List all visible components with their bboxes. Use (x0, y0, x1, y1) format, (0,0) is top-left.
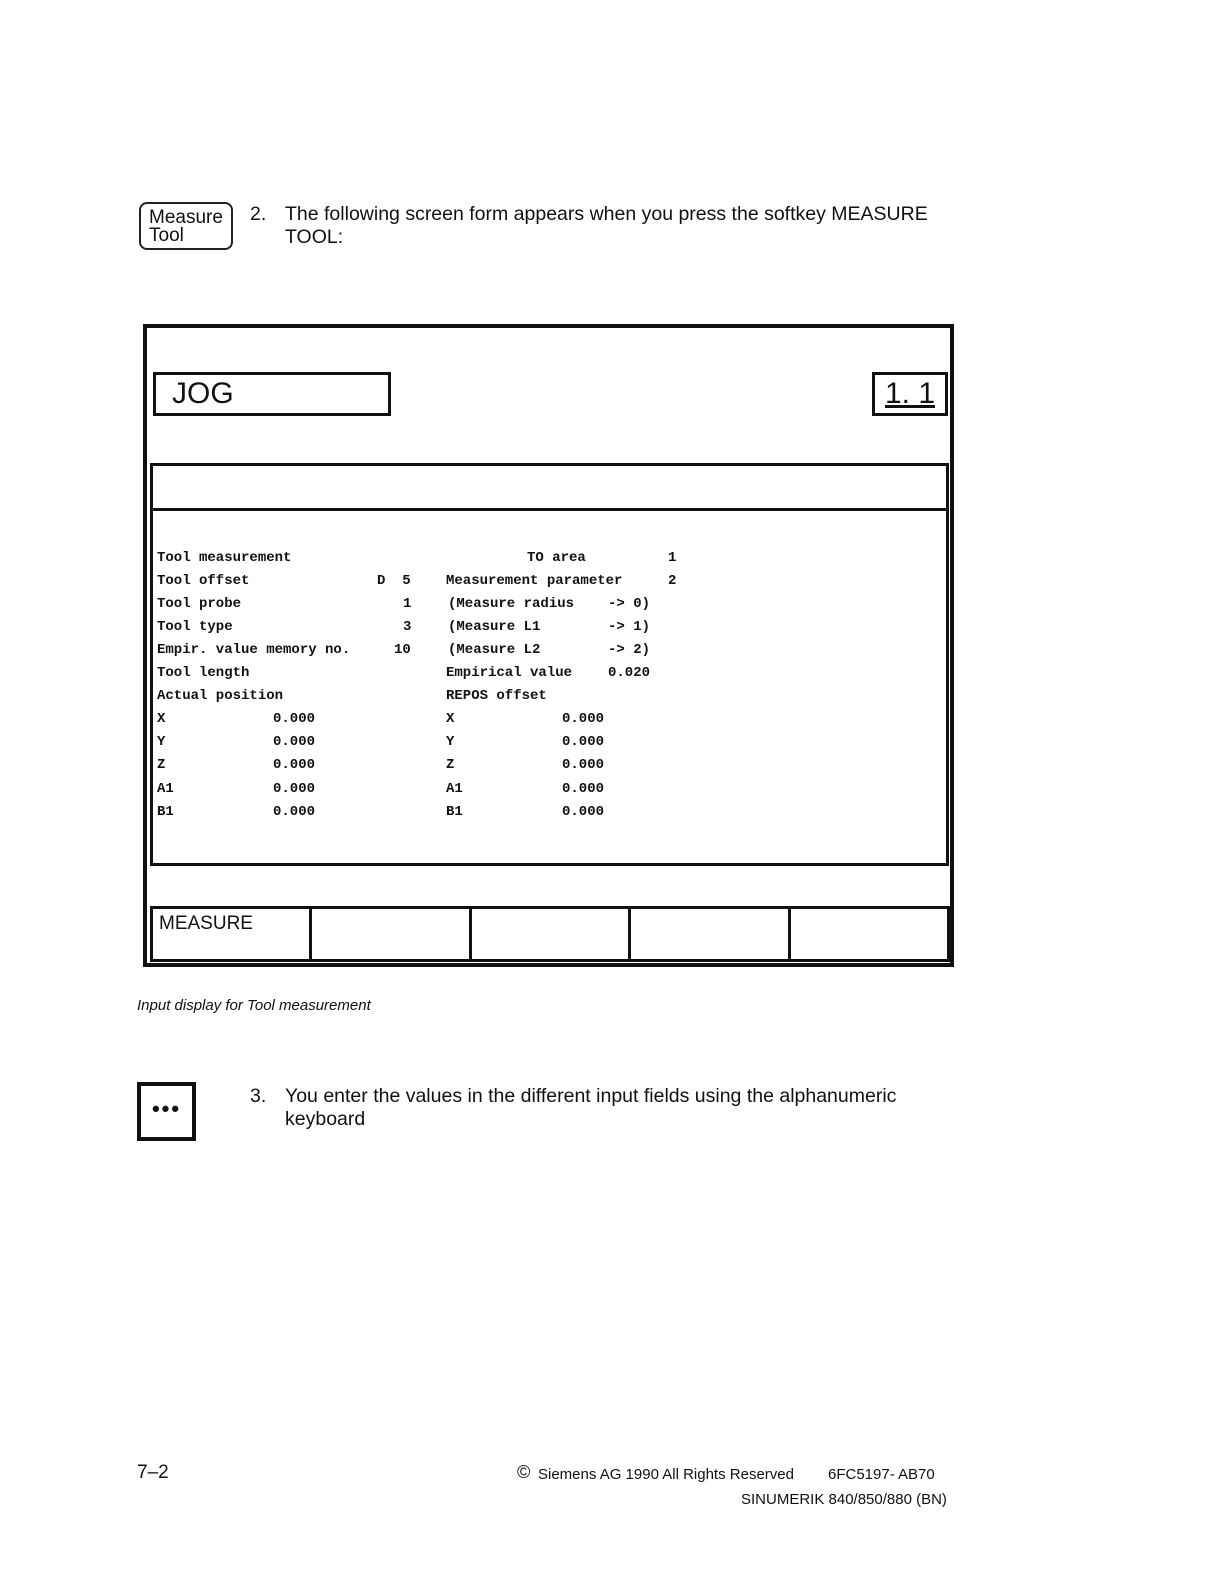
measure-tool-softkey-icon: Measure Tool (139, 202, 233, 250)
softkey-2[interactable] (312, 909, 471, 959)
tool-length-heading: Tool length (157, 665, 250, 681)
product-name: SINUMERIK 840/850/880 (BN) (741, 1491, 947, 1508)
softkey-measure[interactable]: MEASURE (153, 909, 312, 959)
step-3-number: 3. (250, 1085, 267, 1107)
repos-axis-label: X (446, 711, 455, 727)
actual-axis-value: 0.000 (273, 781, 316, 797)
copyright-text: Siemens AG 1990 All Rights Reserved (538, 1466, 794, 1483)
softkey-4[interactable] (631, 909, 790, 959)
repos-offset-heading: REPOS offset (446, 688, 547, 704)
softkey-3[interactable] (472, 909, 631, 959)
tool-offset-field[interactable]: D 5 (377, 573, 411, 589)
repos-axis-value: 0.000 (562, 757, 605, 773)
measurement-parameter-field[interactable]: 2 (668, 573, 677, 589)
actual-axis-label: A1 (157, 781, 174, 797)
repos-axis-value: 0.000 (562, 781, 605, 797)
repos-axis-value: 0.000 (562, 804, 605, 820)
step-3-text: You enter the values in the different input fields using the alphanumeric keyboard (285, 1085, 897, 1130)
order-number: 6FC5197- AB70 (828, 1466, 935, 1483)
repos-axis-label: A1 (446, 781, 463, 797)
tool-measurement-data (150, 508, 949, 866)
option-measure-l1-label: (Measure L1 (448, 619, 541, 635)
option-measure-l2-label: (Measure L2 (448, 642, 541, 658)
step-2 (250, 203, 950, 253)
tool-type-label: Tool type (157, 619, 233, 635)
mode-display: JOG (153, 372, 391, 416)
tool-offset-label: Tool offset (157, 573, 250, 589)
tool-probe-field[interactable]: 1 (403, 596, 412, 612)
copyright-icon: © (517, 1462, 531, 1482)
page-number: 7–2 (137, 1462, 169, 1483)
option-measure-l2-value: -> 2) (608, 642, 651, 658)
actual-position-heading: Actual position (157, 688, 284, 704)
tool-probe-label: Tool probe (157, 596, 242, 612)
to-area-field[interactable]: 1 (668, 550, 677, 566)
option-measure-radius-label: (Measure radius (448, 596, 575, 612)
measurement-parameter-label: Measurement parameter (446, 573, 623, 589)
empir-value-memory-field[interactable]: 10 (394, 642, 411, 658)
to-area-label: TO area (527, 550, 586, 566)
tool-measurement-title: Tool measurement (157, 550, 292, 566)
repos-axis-value: 0.000 (562, 734, 605, 750)
option-measure-radius-value: -> 0) (608, 596, 651, 612)
repos-axis-label: Z (446, 757, 455, 773)
keyboard-dots-icon: ••• (137, 1082, 196, 1141)
repos-axis-value: 0.000 (562, 711, 605, 727)
actual-axis-value: 0.000 (273, 804, 316, 820)
actual-axis-value: 0.000 (273, 734, 316, 750)
option-measure-l1-value: -> 1) (608, 619, 651, 635)
empirical-value-field[interactable]: 0.020 (608, 665, 651, 681)
figure-caption: Input display for Tool measurement (137, 997, 371, 1014)
repos-axis-label: B1 (446, 804, 463, 820)
step-2-number: 2. (250, 203, 267, 225)
tool-type-field[interactable]: 3 (403, 619, 412, 635)
actual-axis-label: X (157, 711, 166, 727)
actual-axis-value: 0.000 (273, 711, 316, 727)
empir-value-memory-label: Empir. value memory no. (157, 642, 351, 658)
repos-axis-label: Y (446, 734, 455, 750)
channel-display: 1. 1 (872, 372, 948, 416)
step-3 (250, 1085, 950, 1135)
step-2-text: The following screen form appears when you press the softkey MEASURE TOOL: (285, 203, 928, 248)
actual-axis-label: Z (157, 757, 166, 773)
actual-axis-label: Y (157, 734, 166, 750)
actual-axis-value: 0.000 (273, 757, 316, 773)
actual-axis-label: B1 (157, 804, 174, 820)
softkey-5[interactable] (791, 909, 947, 959)
message-bar (150, 463, 949, 511)
screen-form (143, 324, 954, 967)
empirical-value-label: Empirical value (446, 665, 573, 681)
softkey-bar (150, 906, 950, 962)
